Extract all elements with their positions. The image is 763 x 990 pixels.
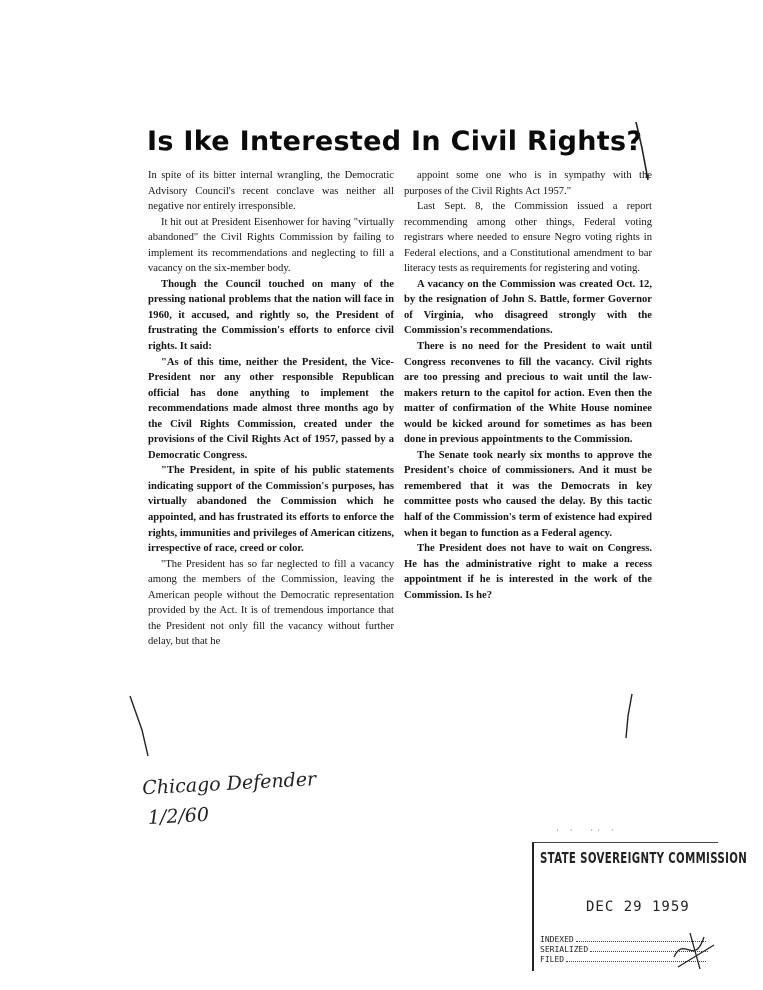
handwritten-date: 1/2/60 [147, 803, 210, 829]
pen-mark-commission [620, 692, 640, 742]
article-paragraph: In spite of its bitter internal wrangling, the Democratic Advisory Council's recent conclave was neither all negative nor entirely irresponsible. [148, 170, 394, 213]
article-paragraph: It hit out at President Eisenhower for having "virtually abandoned" the Civil Rights Commission by failing to implement its recommendations and neglecting to fill a vacancy on the six-member body. [148, 216, 394, 275]
stamp-organization: STATE SOVEREIGNTY COMMISSION [540, 849, 748, 867]
article-paragraph: Though the Council touched on many of the pressing national problems that the nation will face in 1960, it accused, and rightly so, the President of frustrating the Commission's efforts to enforce civil rights. It said: [148, 278, 394, 353]
article-paragraph: There is no need for the President to wait until Congress reconvenes to fill the vacancy. Civil rights are too pressing and precious to wait until the law-makers return to the capitol for action. Even then the matter of confirmation of the White House nominee would be kicked around for sometimes as has been done in previous appointments to the Commission. [404, 341, 652, 446]
filing-stamp [532, 842, 748, 971]
article-paragraph: "The President has so far neglected to fill a vacancy among the members of the Commission, leaving the American people without the Democratic representation provided by the Act. It is of tremendous importance that the President not only fill the vacancy without further delay, but that he [148, 558, 394, 648]
article-paragraph: "As of this time, neither the President, the Vice-President nor any other responsible Republican official has done anything to implement the recommendations made almost three months ago by the Civil Rights Commission, created under the provisions of the Civil Rights Act of 1957, passed by a Democratic Congress. [148, 356, 394, 461]
article-paragraph: The Senate took nearly six months to approve the President's choice of commissioners. And it must be remembered that it was the Democrats in key committee posts who caused the delay. By this tactic half of the Commission's term of existence had expired when it began to function as a Federal agency. [404, 449, 652, 539]
stamp-field-label: INDEXED [540, 935, 574, 944]
article-paragraph: "The President, in spite of his public statements indicating support of the Commission's purposes, has virtually abandoned the Commission which he appointed, and has frustrated its efforts to enforce the rights, immunities and privileges of American citizens, irrespective of race, creed or color. [148, 465, 394, 555]
article-column-right [404, 168, 652, 603]
article-paragraph: appoint some one who is in sympathy with the purposes of the Civil Rights Act 1957." [404, 170, 652, 197]
pen-mark-right [630, 118, 660, 188]
stamp-date: DEC 29 1959 [586, 899, 690, 915]
pen-mark-left [126, 690, 156, 760]
stamp-smudge: · · ·· · [556, 826, 618, 836]
article-paragraph: The President does not have to wait on Congress. He has the administrative right to make a recess appointment if he is interested in the work of the Commission. Is he? [404, 543, 652, 601]
stamp-field-label: SERIALIZED [540, 945, 589, 954]
handwritten-annotation [142, 763, 345, 833]
headline: Is Ike Interested In Civil Rights? [147, 126, 643, 157]
article-paragraph: A vacancy on the Commission was created Oct. 12, by the resignation of John S. Battle, former Governor of Virginia, who disagreed strongly with the Commission's recommendations. [404, 278, 652, 337]
article-paragraph: Last Sept. 8, the Commission issued a report recommending among other things, Federal voting registrars where needed to ensure Negro voting rights in Federal elections, and a Constitutional amendment to bar literacy tests as requirements for registering and voting. [404, 201, 652, 275]
stamp-field-label: FILED [540, 955, 565, 964]
stamp-initials-mark [670, 927, 716, 971]
handwritten-source: Chicago Defender [141, 768, 317, 800]
article-column-left [148, 168, 394, 650]
